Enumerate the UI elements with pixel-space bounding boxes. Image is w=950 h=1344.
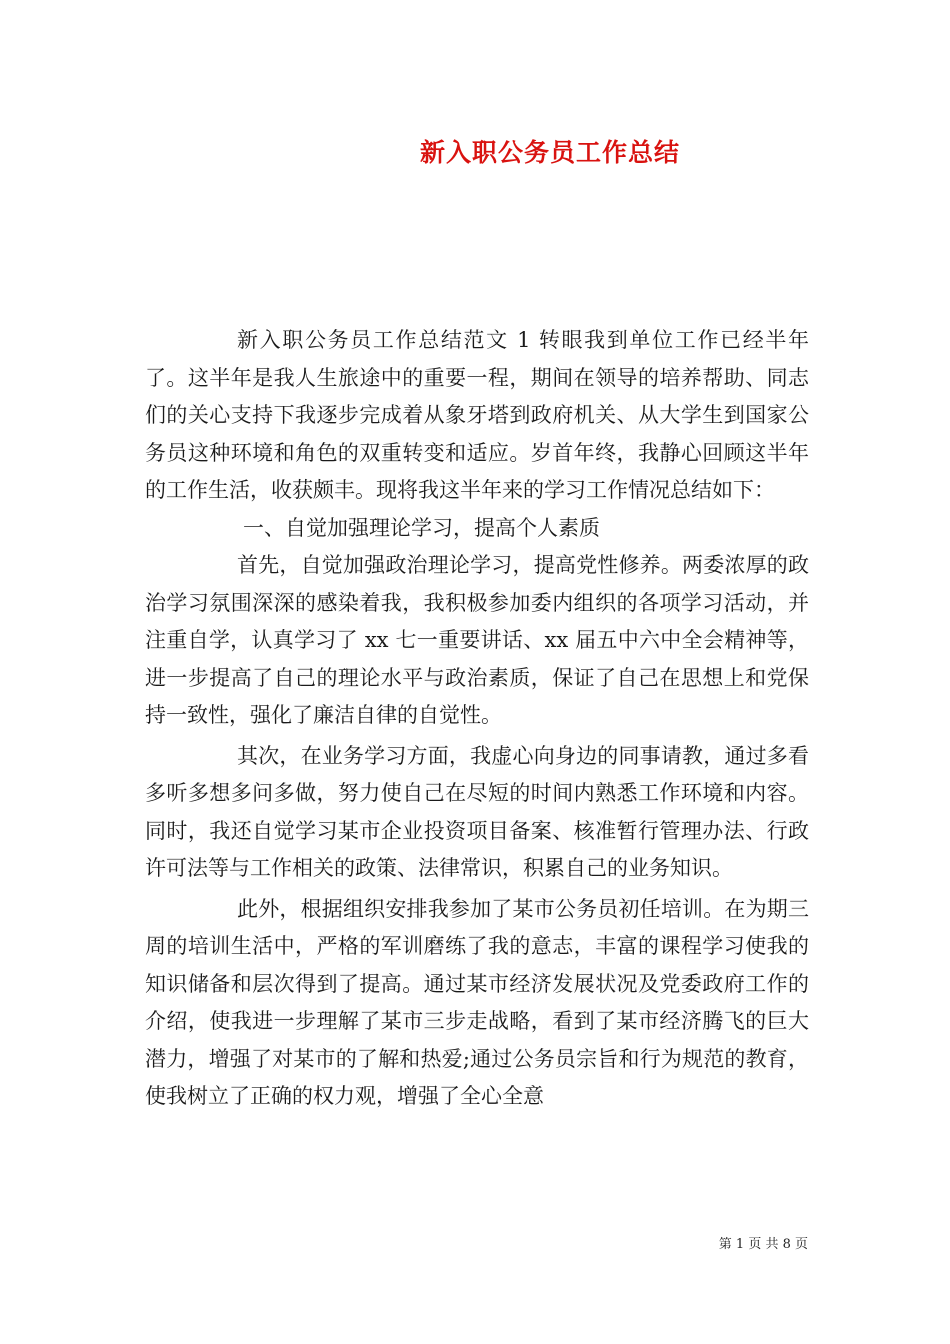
paragraph-second: 其次，在业务学习方面，我虚心向身边的同事请教，通过多看多听多想多问多做，努力使自己在尽短的时间内熟悉工作环境和内容。同时，我还自觉学习某市企业投资项目备案、核准暂行管理办法、行政许可法等与工作相关的政策、法律常识，积累自己的业务知识。	[145, 743, 809, 880]
section-heading-1: 一、自觉加强理论学习，提高个人素质	[243, 515, 600, 540]
page-number-footer: 第 1 页 共 8 页	[718, 1237, 808, 1252]
document-body	[145, 322, 809, 1116]
paragraph-third: 此外，根据组织安排我参加了某市公务员初任培训。在为期三周的培训生活中，严格的军训磨练了我的意志，丰富的课程学习使我的知识储备和层次得到了提高。通过某市经济发展状况及党委政府工作的介绍，使我进一步理解了某市三步走战略，看到了某市经济腾飞的巨大潜力，增强了对某市的了解和热爱;通过公务员宗旨和行为规范的教育，使我树立了正确的权力观，增强了全心全意	[145, 896, 809, 1108]
document-title: 新入职公务员工作总结	[419, 138, 680, 167]
paragraph-intro: 新入职公务员工作总结范文 1 转眼我到单位工作已经半年了。这半年是我人生旅途中的重要一程，期间在领导的培养帮助、同志们的关心支持下我逐步完成着从象牙塔到政府机关、从大学生到国家公务员这种环境和角色的双重转变和适应。岁首年终，我静心回顾这半年的工作生活，收获颇丰。现将我这半年来的学习工作情况总结如下：	[145, 328, 809, 502]
paragraph-first: 首先，自觉加强政治理论学习，提高党性修养。两委浓厚的政治学习氛围深深的感染着我，我积极参加委内组织的各项学习活动，并注重自学，认真学习了 xx 七一重要讲话、xx 届五中六中全会精神等，进一步提高了自己的理论水平与政治素质，保证了自己在思想上和党保持一致性，强化了廉洁自律的自觉性。	[145, 553, 809, 727]
